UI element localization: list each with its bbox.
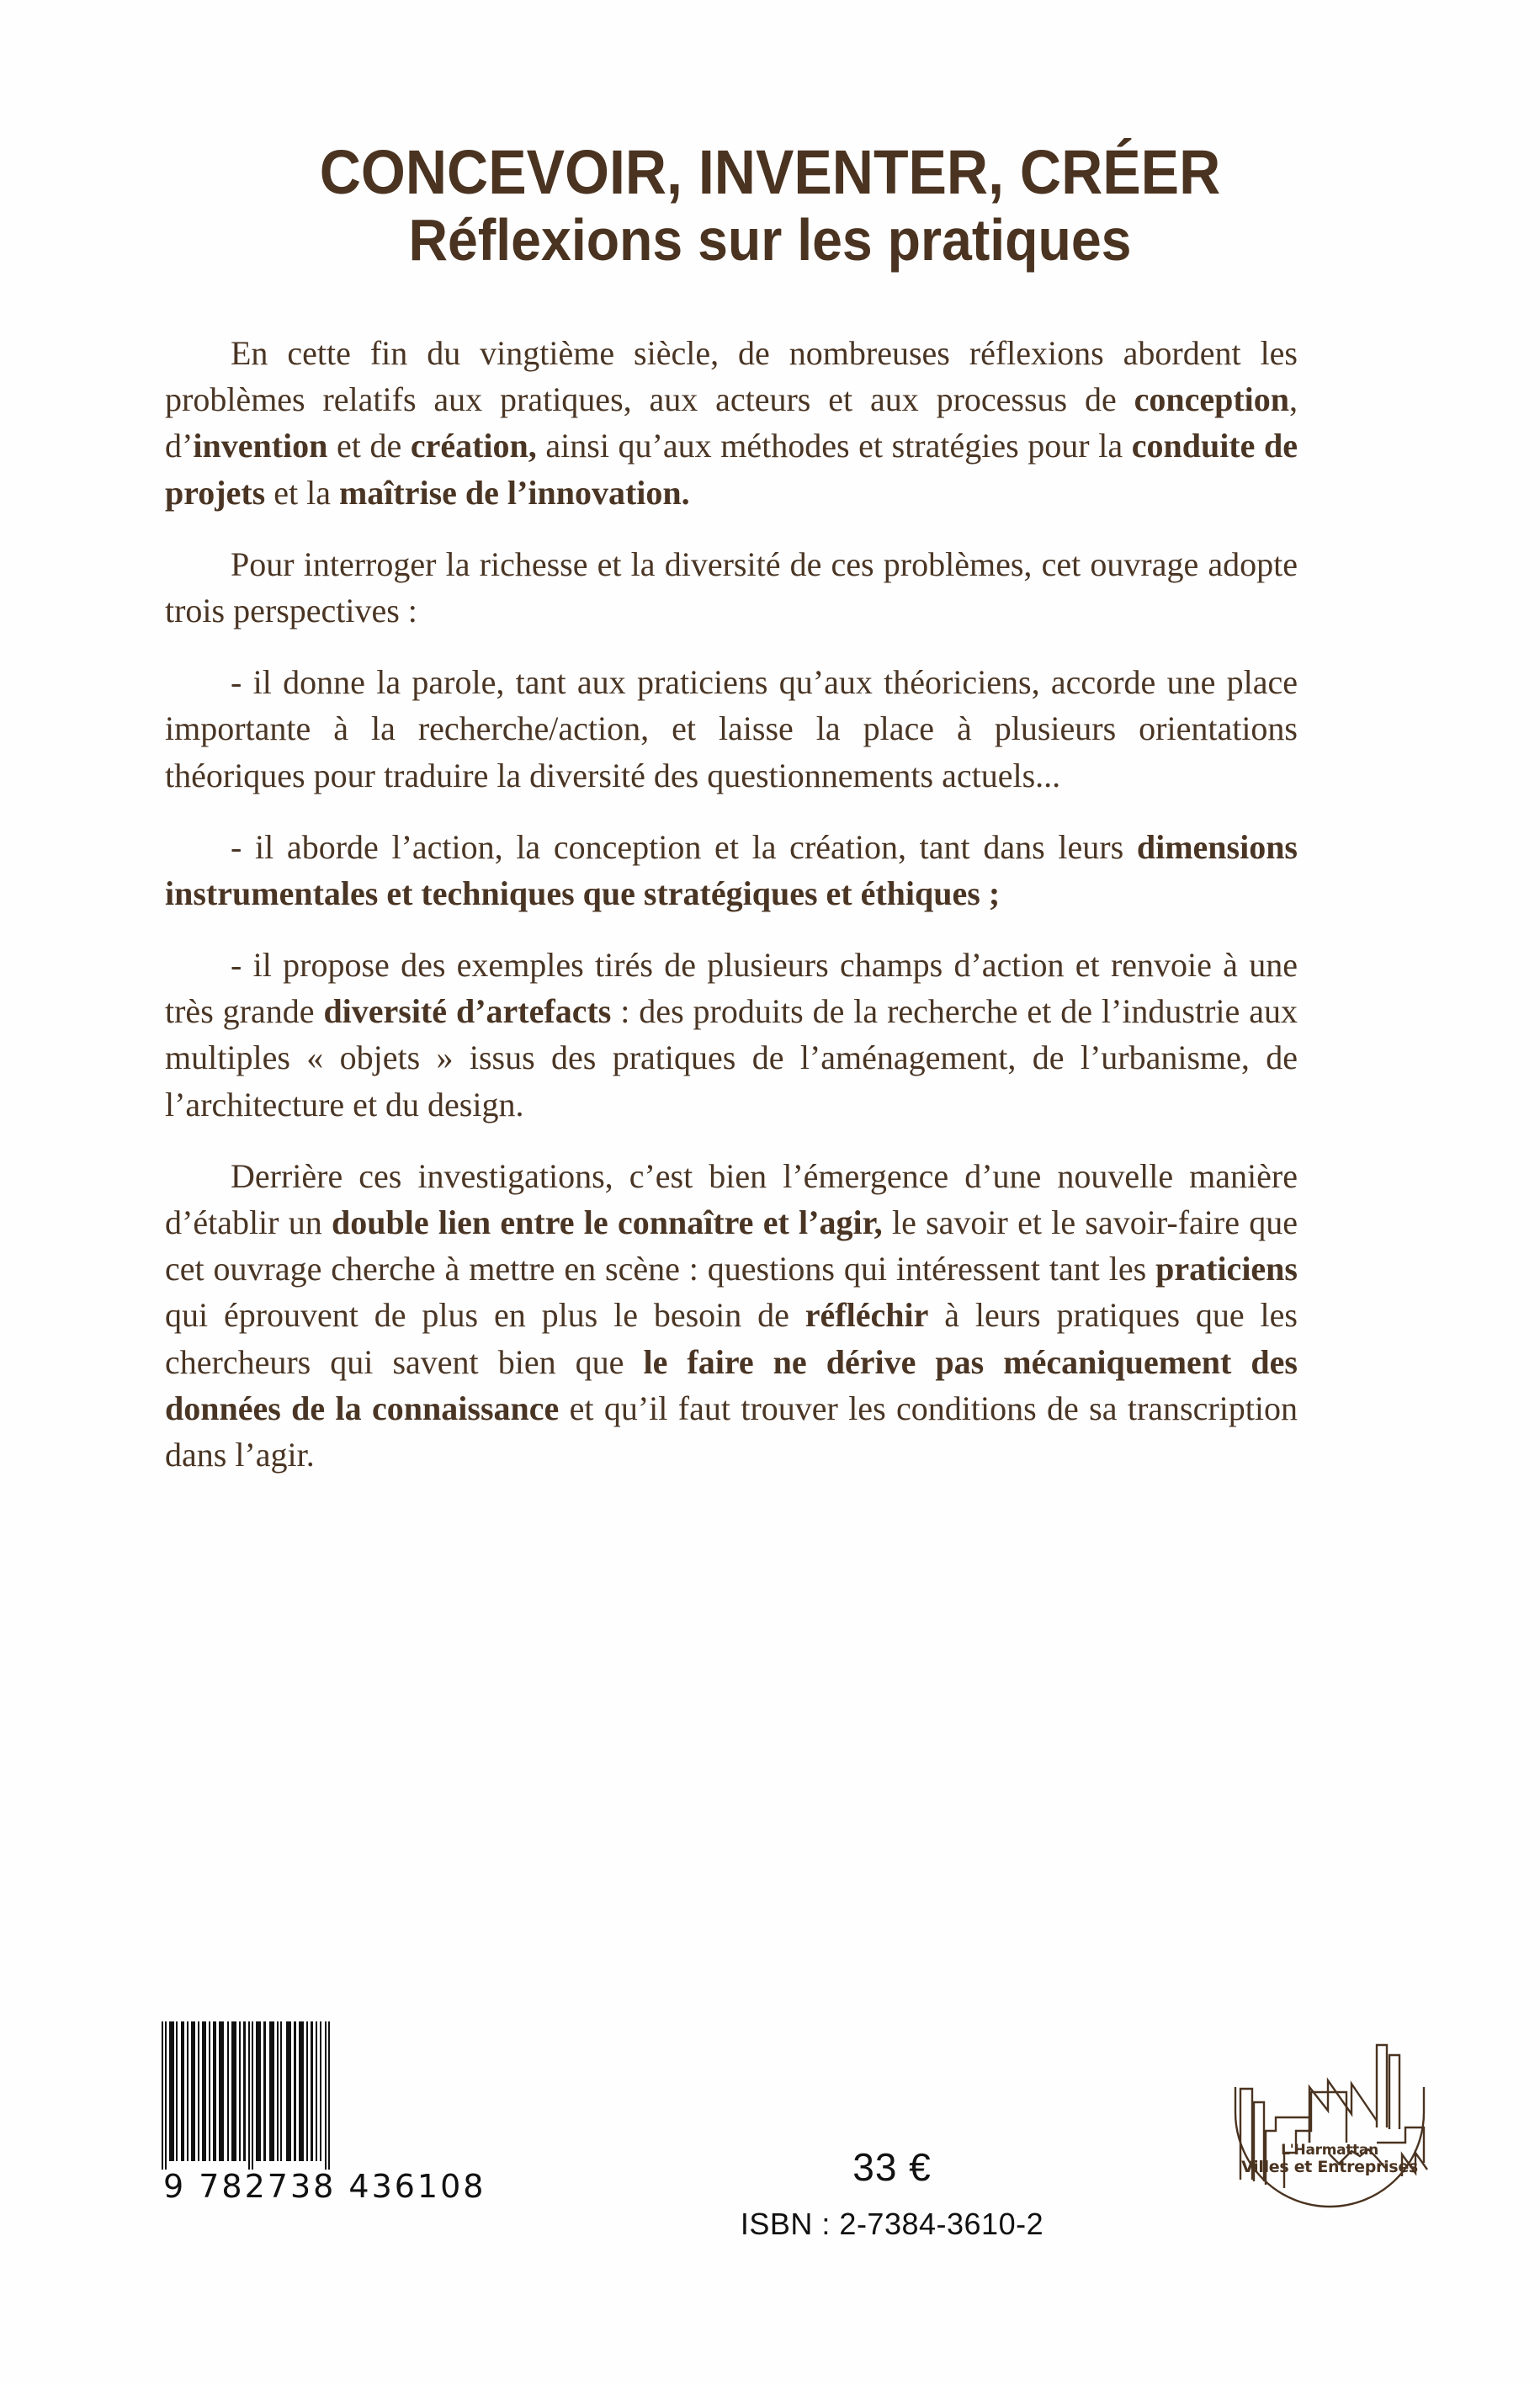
para-3: - il donne la parole, tant aux praticiens qu’aux théoriciens, accorde une place importante à la recherche/action, et laisse la place à plusieurs orientations théoriques pour traduire la diversité des questionnements actuels... xyxy=(165,663,1298,794)
title-line-1: CONCEVOIR, INVENTER, CRÉER xyxy=(319,137,1221,207)
barcode xyxy=(162,2021,523,2205)
emphasis-text: maîtrise de l’innovation. xyxy=(338,473,690,512)
price-isbn-block xyxy=(656,2144,1128,2242)
emphasis-text: diversité d’artefacts xyxy=(323,992,612,1031)
cover-footer xyxy=(0,1986,1540,2323)
publisher-collection: Villes et Entreprises xyxy=(1241,2158,1418,2177)
para-4: - il aborde l’action, la conception et la création, tant dans leurs dimensions instrumentales et techniques que stratégiques et éthiques ; xyxy=(165,827,1298,912)
para-5: - il propose des exemples tirés de plusieurs champs d’action et renvoie à une très grande diversité d’artefacts : des produits de la recherche et de l’industrie aux multiples « objets » issus des pratiques de l’aménagement, de l’urbanisme, de l’architecture et du design. xyxy=(165,946,1298,1123)
blurb-text-column xyxy=(165,330,1298,1478)
publisher-logo xyxy=(1203,1986,1456,2239)
publisher-name: L'Harmattan xyxy=(1281,2142,1378,2159)
emphasis-text: conduite de projets xyxy=(165,427,1298,512)
para-2: Pour interroger la richesse et la diversité de ces problèmes, cet ouvrage adopte trois perspectives : xyxy=(165,544,1298,629)
emphasis-text: double lien entre le connaître et l’agir, xyxy=(332,1203,883,1241)
emphasis-text: praticiens xyxy=(1155,1250,1298,1288)
isbn-label: ISBN : 2-7384-3610-2 xyxy=(740,2207,1044,2241)
price-label: 33 € xyxy=(852,2145,932,2189)
para-1: En cette fin du vingtième siècle, de nombreuses réflexions abordent les problèmes relatifs aux pratiques, aux acteurs et aux processus de conception, d’invention et de création, ainsi qu’aux méthodes et stratégies pour la conduite de projets et la maîtrise de l’innovation. xyxy=(165,334,1298,512)
page-title xyxy=(0,137,1540,273)
emphasis-text: le faire ne dérive pas mécaniquement des données de la connaissance xyxy=(165,1342,1298,1427)
emphasis-text: conception xyxy=(1134,380,1289,419)
city-skyline-icon xyxy=(1203,1986,1456,2239)
emphasis-text: réfléchir xyxy=(805,1296,929,1335)
para-6: Derrière ces investigations, c’est bien l’émergence d’une nouvelle manière d’établir un double lien entre le connaître et l’agir, le savoir et le savoir-faire que cet ouvrage cherche à mettre en scène : questions qui intéressent tant les praticiens qui éprouvent de plus en plus le besoin de réfléchir à leurs pratiques que les chercheurs qui savent bien que le faire ne dérive pas mécaniquement des données de la connaissance et qu’il faut trouver les conditions de sa transcription dans l’agir. xyxy=(165,1156,1298,1474)
barcode-bars-icon xyxy=(162,2021,341,2170)
barcode-digits: 9 782738 436108 xyxy=(163,2168,486,2205)
title-line-2: Réflexions sur les pratiques xyxy=(408,207,1132,273)
emphasis-text: invention xyxy=(193,427,328,465)
emphasis-text: dimensions instrumentales et techniques que stratégiques et éthiques ; xyxy=(165,827,1298,912)
emphasis-text: création, xyxy=(410,427,537,465)
